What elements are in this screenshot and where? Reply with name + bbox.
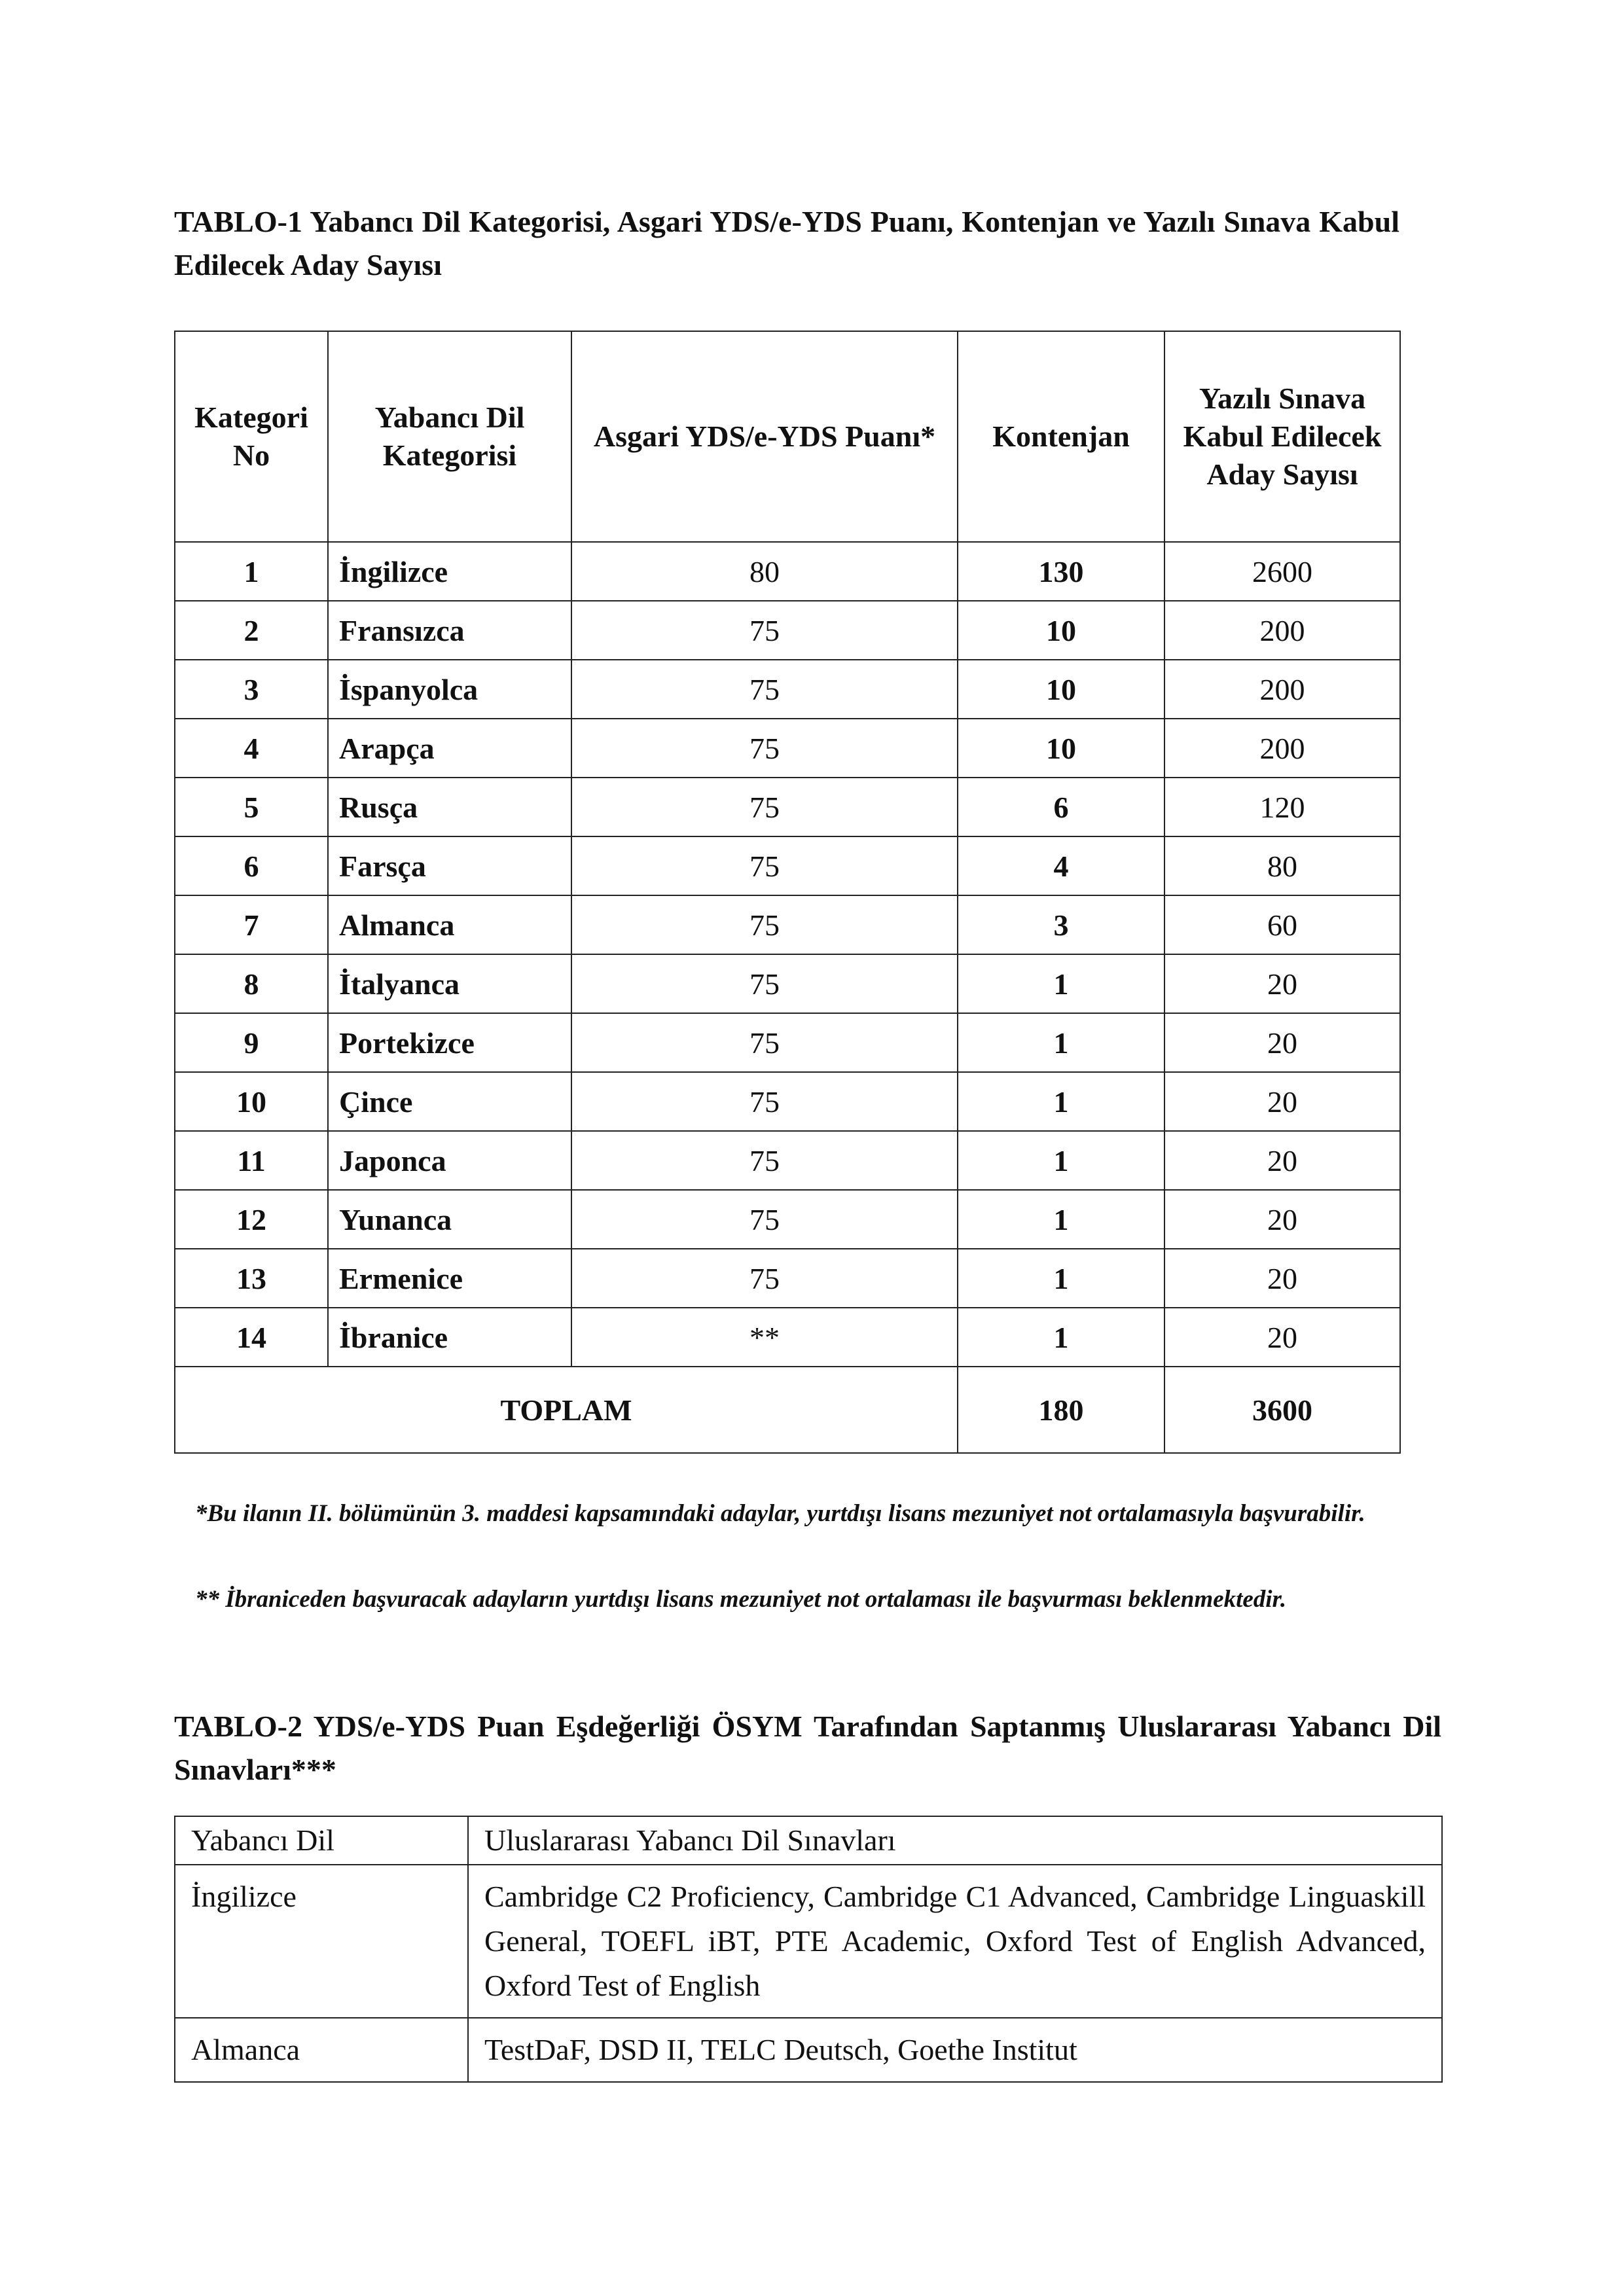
category-no-cell: 4 [175,719,328,778]
candidates-cell: 20 [1164,954,1400,1013]
quota-cell: 130 [958,542,1164,601]
exams-cell: TestDaF, DSD II, TELC Deutsch, Goethe Institut [468,2018,1442,2082]
quota-cell: 1 [958,1249,1164,1308]
table-row [175,719,1400,778]
category-no-cell: 7 [175,895,328,954]
candidates-cell: 80 [1164,836,1400,895]
header-international-exams: Uluslararası Yabancı Dil Sınavları [468,1816,1442,1865]
candidates-cell: 20 [1164,1308,1400,1367]
table2 [174,1816,1443,2083]
table-row [175,895,1400,954]
footnote-1: *Bu ilanın II. bölümünün 3. maddesi kapsamındaki adaylar, yurtdışı lisans mezuniyet not ortalamasıyla başvurabilir. [195,1500,1365,1527]
candidates-cell: 120 [1164,778,1400,836]
language-cell: İspanyolca [328,660,571,719]
header-candidates: Yazılı Sınava Kabul Edilecek Aday Sayısı [1164,331,1400,542]
quota-cell: 1 [958,1308,1164,1367]
table-row [175,542,1400,601]
min-score-cell: 75 [571,1190,958,1249]
language-cell: Japonca [328,1131,571,1190]
table-row [175,1072,1400,1131]
min-score-cell: 75 [571,778,958,836]
table-row [175,2018,1442,2082]
table-row [175,1131,1400,1190]
language-cell: İngilizce [175,1865,468,2018]
footnote-2: ** İbraniceden başvuracak adayların yurtdışı lisans mezuniyet not ortalaması ile başvurması beklenmektedir. [195,1586,1287,1613]
language-cell: Arapça [328,719,571,778]
total-label: TOPLAM [175,1367,958,1453]
total-candidates: 3600 [1164,1367,1400,1453]
category-no-cell: 1 [175,542,328,601]
min-score-cell: 75 [571,1131,958,1190]
quota-cell: 1 [958,954,1164,1013]
candidates-cell: 20 [1164,1131,1400,1190]
language-cell: İbranice [328,1308,571,1367]
candidates-cell: 2600 [1164,542,1400,601]
category-no-cell: 9 [175,1013,328,1072]
min-score-cell: 75 [571,954,958,1013]
header-min-score: Asgari YDS/e-YDS Puanı* [571,331,958,542]
header-quota: Kontenjan [958,331,1164,542]
table-row [175,1865,1442,2018]
language-cell: Ermenice [328,1249,571,1308]
candidates-cell: 200 [1164,660,1400,719]
candidates-cell: 20 [1164,1249,1400,1308]
min-score-cell: 75 [571,719,958,778]
total-quota: 180 [958,1367,1164,1453]
table-row [175,954,1400,1013]
quota-cell: 10 [958,660,1164,719]
table1-header-row [175,331,1400,542]
table-row [175,660,1400,719]
language-cell: Farsça [328,836,571,895]
quota-cell: 1 [958,1013,1164,1072]
category-no-cell: 12 [175,1190,328,1249]
quota-cell: 1 [958,1072,1164,1131]
min-score-cell: 75 [571,1072,958,1131]
quota-cell: 10 [958,601,1164,660]
candidates-cell: 60 [1164,895,1400,954]
language-cell: Çince [328,1072,571,1131]
table2-header-row [175,1816,1442,1865]
min-score-cell: 75 [571,1249,958,1308]
language-cell: Yunanca [328,1190,571,1249]
table-row [175,1190,1400,1249]
category-no-cell: 11 [175,1131,328,1190]
language-cell: Almanca [328,895,571,954]
quota-cell: 4 [958,836,1164,895]
candidates-cell: 20 [1164,1013,1400,1072]
header-category-no: Kategori No [175,331,328,542]
table2-title: TABLO-2 YDS/e-YDS Puan Eşdeğerliği ÖSYM Tarafından Saptanmış Uluslararası Yabancı Dil Sınavları*** [174,1710,1441,1786]
table-row [175,1249,1400,1308]
candidates-cell: 200 [1164,719,1400,778]
table1-body [175,542,1400,1367]
category-no-cell: 8 [175,954,328,1013]
quota-cell: 1 [958,1190,1164,1249]
candidates-cell: 200 [1164,601,1400,660]
min-score-cell: 75 [571,836,958,895]
table1 [174,331,1401,1454]
language-cell: Portekizce [328,1013,571,1072]
quota-cell: 6 [958,778,1164,836]
table-row [175,1013,1400,1072]
category-no-cell: 6 [175,836,328,895]
min-score-cell: 75 [571,895,958,954]
category-no-cell: 14 [175,1308,328,1367]
min-score-cell: 75 [571,660,958,719]
language-cell: Almanca [175,2018,468,2082]
table1-total-row [175,1367,1400,1453]
table2-body [175,1865,1442,2082]
language-cell: İtalyanca [328,954,571,1013]
language-cell: Fransızca [328,601,571,660]
table-row [175,778,1400,836]
table-row [175,1308,1400,1367]
language-cell: İngilizce [328,542,571,601]
quota-cell: 10 [958,719,1164,778]
table-row [175,601,1400,660]
quota-cell: 3 [958,895,1164,954]
min-score-cell: 75 [571,1013,958,1072]
language-cell: Rusça [328,778,571,836]
category-no-cell: 2 [175,601,328,660]
category-no-cell: 10 [175,1072,328,1131]
candidates-cell: 20 [1164,1072,1400,1131]
table1-title: TABLO-1 Yabancı Dil Kategorisi, Asgari YDS/e-YDS Puanı, Kontenjan ve Yazılı Sınava Kabul Edilecek Aday Sayısı [174,205,1399,281]
candidates-cell: 20 [1164,1190,1400,1249]
quota-cell: 1 [958,1131,1164,1190]
min-score-cell: 75 [571,601,958,660]
category-no-cell: 5 [175,778,328,836]
table-row [175,836,1400,895]
min-score-cell: ** [571,1308,958,1367]
header-foreign-language: Yabancı Dil [175,1816,468,1865]
exams-cell: Cambridge C2 Proficiency, Cambridge C1 Advanced, Cambridge Linguaskill General, TOEFL iBT, PTE Academic, Oxford Test of English Advanced, Oxford Test of English [468,1865,1442,2018]
min-score-cell: 80 [571,542,958,601]
header-language-category: Yabancı Dil Kategorisi [328,331,571,542]
category-no-cell: 3 [175,660,328,719]
category-no-cell: 13 [175,1249,328,1308]
